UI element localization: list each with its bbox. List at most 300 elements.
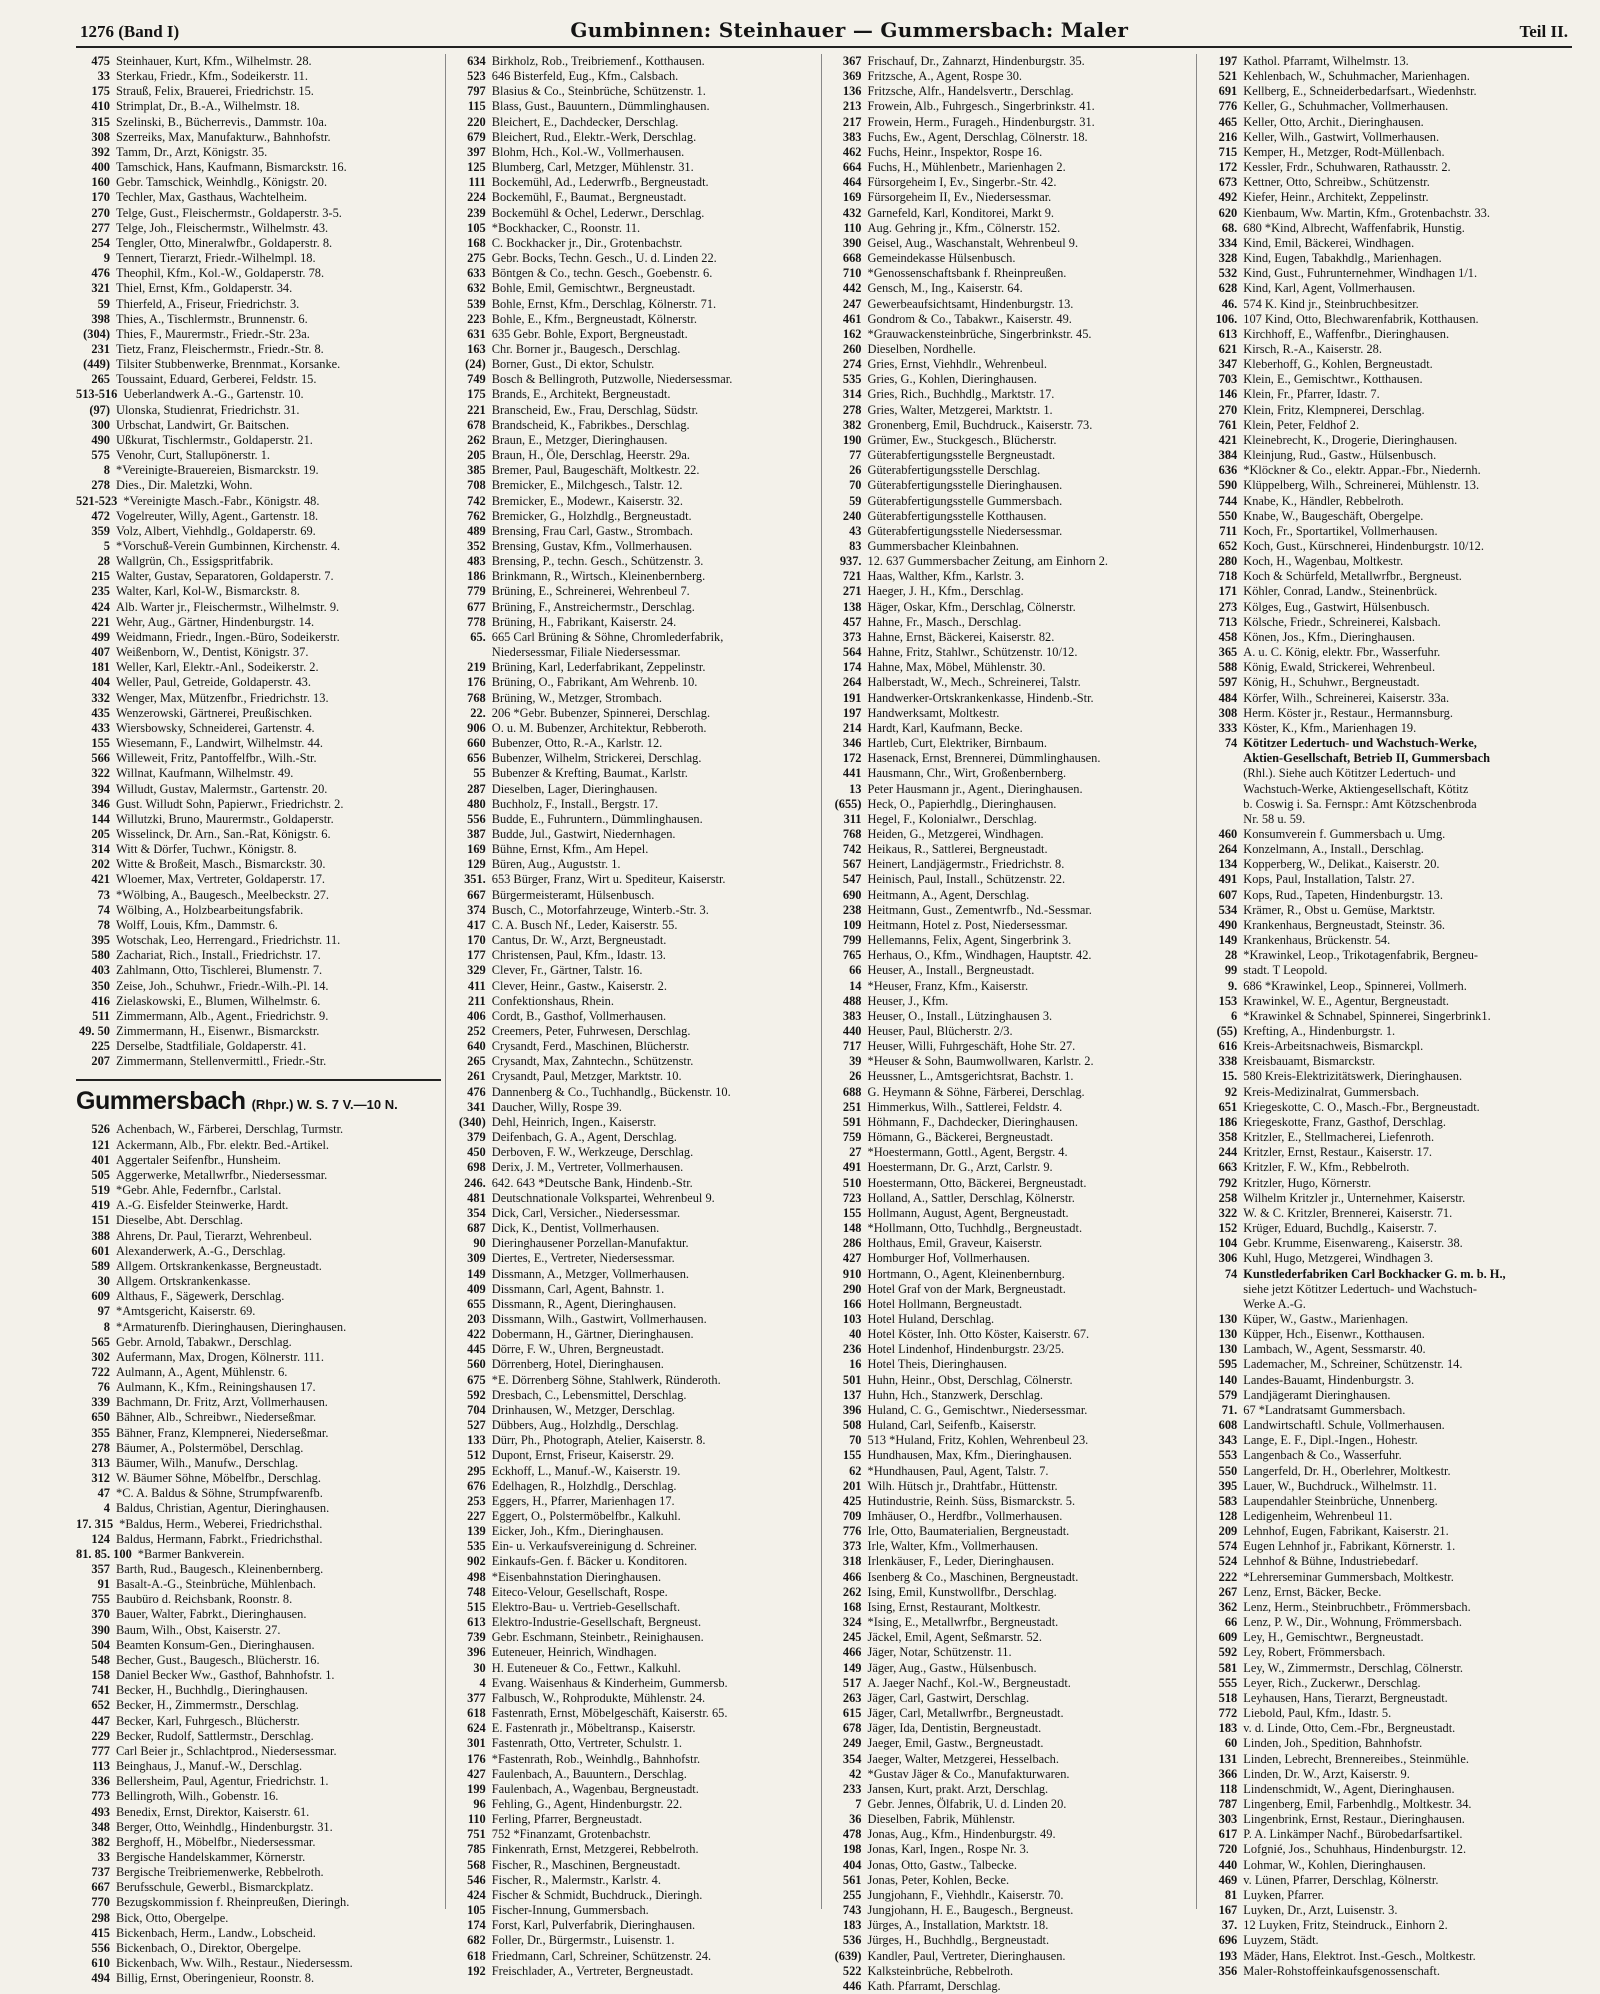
phone-number: (304) <box>83 326 110 341</box>
entry-text: Zeise, Joh., Schuhwr., Friedr.-Wilh.-Pl. 14. <box>116 978 329 993</box>
entry-text: Bühne, Ernst, Kfm., Am Hepel. <box>491 842 649 857</box>
directory-entry <box>828 994 1193 1009</box>
entry-text: Heuser, Willi, Fuhrgeschäft, Hohe Str. 27. <box>867 1039 1076 1054</box>
phone-number: 388 <box>91 1228 110 1243</box>
phone-number: 765 <box>842 948 862 963</box>
directory-entry <box>1203 342 1568 357</box>
phone-number: 628 <box>1218 281 1238 296</box>
phone-number: 469 <box>1218 1872 1238 1887</box>
entry-text: Lehnhof, Eugen, Fabrikant, Kaiserstr. 21. <box>1243 1524 1449 1539</box>
directory-entry <box>76 1395 441 1410</box>
directory-entry <box>1203 948 1568 963</box>
entry-text: Nr. 58 u. 59. <box>1243 811 1306 826</box>
entry-text: Diertes, E., Vertreter, Niedersessmar. <box>491 1251 675 1266</box>
entry-text: Brensing, Frau Carl, Gastw., Strombach. <box>491 523 693 538</box>
directory-entry <box>452 1539 817 1554</box>
phone-number: 433 <box>91 720 110 735</box>
directory-entry <box>76 903 441 918</box>
phone-number: 339 <box>91 1395 110 1410</box>
phone-number: 597 <box>1218 675 1238 690</box>
entry-text: Heussner, L., Amtsgerichtsrat, Bachstr. 1. <box>867 1069 1074 1084</box>
entry-text: Heuser, Paul, Blücherstr. 2/3. <box>867 1024 1013 1038</box>
entry-text: Heck, O., Papierhdlg., Dieringhausen. <box>867 796 1057 811</box>
phone-number: 99 <box>1224 963 1238 978</box>
phone-number: 691 <box>1218 84 1238 99</box>
phone-number: 505 <box>91 1167 110 1182</box>
entry-text: *Klöckner & Co., elektr. Appar.-Fbr., Niedernh. <box>1243 463 1481 478</box>
phone-number: 217 <box>842 114 862 129</box>
entry-text: Hahne, Fr., Masch., Derschlag. <box>867 614 1022 629</box>
entry-text: *Hollmann, Otto, Tuchhdlg., Bergneustadt. <box>867 1221 1083 1236</box>
entry-text: Frowein, Herm., Furagеh., Hindenburgstr. 31. <box>867 114 1095 129</box>
entry-text: Wachstuch-Werke, Aktiengesellschaft, Kötitz <box>1243 781 1469 796</box>
directory-entry <box>828 1645 1193 1660</box>
phone-number: 401 <box>91 1152 110 1167</box>
entry-text: Hahne, Ernst, Bäckerei, Kaiserstr. 82. <box>867 629 1055 644</box>
directory-entry <box>1203 190 1568 205</box>
phone-number: 224 <box>467 190 486 205</box>
entry-text: Althaus, F., Sägewerk, Derschlag. <box>116 1289 285 1304</box>
phone-number: 768 <box>842 826 862 841</box>
directory-entry <box>76 1289 441 1304</box>
phone-number: 440 <box>842 1024 862 1038</box>
entry-text: Brensing, P., techn. Gesch., Schützenstr. 3. <box>491 554 704 569</box>
phone-number: 214 <box>842 720 862 735</box>
directory-entry <box>76 1850 441 1865</box>
directory-entry <box>452 403 817 418</box>
entry-text: Landjägeramt Dieringhausen. <box>1243 1387 1391 1402</box>
phone-number: 97 <box>97 1304 110 1319</box>
entry-text: Crysandt, Ferd., Maschinen, Blücherstr. <box>491 1039 690 1054</box>
directory-entry <box>452 69 817 84</box>
entry-text: Faulenbach, A., Wagenbau, Bergneustadt. <box>491 1781 699 1796</box>
phone-number: 607 <box>1218 887 1238 902</box>
directory-entry <box>76 721 441 736</box>
directory-entry <box>1203 357 1568 372</box>
directory-entry <box>76 1532 441 1547</box>
directory-entry <box>828 1661 1193 1676</box>
directory-entry <box>828 1342 1193 1357</box>
entry-text: Gondrom & Co., Tabakwr., Kaiserstr. 49. <box>867 311 1072 326</box>
entry-text: Peter Hausmann jr., Agent., Dieringhausen. <box>867 781 1083 796</box>
entry-text: Güterabfertigungsstelle Derschlag. <box>867 463 1041 478</box>
phone-number: 28 <box>1224 948 1238 963</box>
entry-text: Christensen, Paul, Kfm., Idastr. 13. <box>491 948 666 963</box>
directory-entry <box>452 660 817 675</box>
phone-number: 373 <box>842 1539 862 1554</box>
directory-entry <box>76 433 441 448</box>
entry-text: Hortmann, O., Agent, Kleinenbernburg. <box>867 1266 1065 1281</box>
phone-number: 751 <box>467 1827 486 1842</box>
entry-text: Heinert, Landjägermstr., Friedrichstr. 8. <box>867 857 1065 872</box>
phone-number: 42 <box>849 1766 862 1781</box>
phone-number: 46. <box>1221 296 1238 311</box>
phone-number: 235 <box>91 584 110 599</box>
phone-number: 149 <box>467 1266 486 1281</box>
entry-text: Fritzsche, Alfr., Handelsvertr., Derschlag. <box>867 84 1074 99</box>
directory-entry <box>76 463 441 478</box>
entry-text: Brüning, H., Fabrikant, Kaiserstr. 24. <box>491 614 677 629</box>
directory-entry <box>452 1554 817 1569</box>
directory-entry <box>76 1774 441 1789</box>
directory-entry <box>828 251 1193 266</box>
phone-number: 83 <box>849 539 862 553</box>
phone-number: 106. <box>1215 311 1238 326</box>
entry-text: Jürges, H., Buchhdlg., Bergneustadt. <box>867 1933 1050 1948</box>
directory-entry <box>828 1903 1193 1918</box>
directory-entry <box>1203 1236 1568 1251</box>
entry-text: *C. A. Baldus & Söhne, Strumpfwarenfb. <box>116 1486 323 1501</box>
directory-entry <box>76 1153 441 1168</box>
directory-entry <box>1203 403 1568 418</box>
phone-number: 4 <box>103 1501 110 1516</box>
entry-text: Hausmann, Chr., Wirt, Großenbernberg. <box>867 766 1067 781</box>
phone-number: 634 <box>467 54 486 68</box>
directory-entry <box>1203 1615 1568 1630</box>
entry-text: Eugen Lehnhof jr., Fabrikant, Körnerstr. 1. <box>1243 1539 1456 1554</box>
directory-entry <box>452 372 817 387</box>
directory-entry <box>1203 221 1568 236</box>
entry-text: Eckhoff, L., Manuf.-W., Kaiserstr. 19. <box>491 1463 681 1478</box>
phone-number: 9. <box>1227 978 1238 993</box>
phone-number: 33 <box>97 1849 110 1864</box>
directory-entry <box>452 1236 817 1251</box>
directory-entry <box>828 1873 1193 1888</box>
phone-number: 591 <box>842 1114 862 1129</box>
directory-entry <box>452 99 817 114</box>
entry-text: Kind, Karl, Agent, Vollmerhausen. <box>1243 281 1416 296</box>
phone-number: 377 <box>467 1690 486 1705</box>
directory-entry <box>1203 1464 1568 1479</box>
directory-entry <box>76 342 441 357</box>
directory-entry <box>452 918 817 933</box>
phone-number: 263 <box>842 1690 862 1705</box>
directory-entry <box>76 554 441 569</box>
entry-text: Güterabfertigungsstelle Dieringhausen. <box>867 478 1063 493</box>
directory-entry <box>452 1615 817 1630</box>
directory-entry <box>1203 1221 1568 1236</box>
entry-text: Frowein, Alb., Fuhrgesch., Singerbrinkstr. 41. <box>867 99 1095 114</box>
directory-entry <box>452 1827 817 1842</box>
entry-text: Weller, Paul, Getreide, Goldaperstr. 43. <box>116 675 311 690</box>
entry-text: Jaeger, Walter, Metzgerei, Hesselbach. <box>867 1751 1059 1766</box>
directory-entry <box>1203 766 1568 781</box>
directory-entry <box>1203 827 1568 842</box>
entry-text: *Hoestermann, Gottl., Agent, Bergstr. 4. <box>867 1145 1068 1160</box>
entry-text: *Amtsgericht, Kaiserstr. 69. <box>116 1304 256 1319</box>
entry-text: Güterabfertigungsstelle Kotthausen. <box>867 508 1047 523</box>
directory-entry <box>452 1418 817 1433</box>
phone-number: 617 <box>1218 1827 1238 1842</box>
phone-number: 678 <box>842 1721 862 1736</box>
phone-number: 9 <box>103 251 110 266</box>
entry-text: Bauer, Walter, Fabrkt., Dieringhausen. <box>116 1607 307 1622</box>
directory-column-2 <box>452 54 822 1978</box>
phone-number: 247 <box>842 296 862 311</box>
phone-number: 153 <box>1218 993 1238 1008</box>
directory-entry <box>76 54 441 69</box>
phone-number: 245 <box>842 1630 862 1645</box>
entry-text: Lenz, Herm., Steinbruchbetr., Frömmersbach. <box>1243 1599 1471 1614</box>
phone-number: 312 <box>91 1471 110 1486</box>
directory-entry <box>828 827 1193 842</box>
phone-number: 406 <box>467 1008 486 1023</box>
entry-text: *Bockhacker, C., Roonstr. 11. <box>491 220 641 235</box>
phone-number: 447 <box>91 1713 110 1728</box>
entry-text: 67 *Landratsamt Gummersbach. <box>1243 1402 1406 1417</box>
directory-entry <box>828 615 1193 630</box>
entry-text: Luyken, Pfarrer. <box>1243 1887 1325 1902</box>
entry-text: Finkenrath, Ernst, Metzgerei, Rebbelroth. <box>491 1842 699 1857</box>
directory-entry <box>828 1767 1193 1782</box>
entry-text: Hotel Lindenhof, Hindenburgstr. 23/25. <box>867 1342 1065 1357</box>
entry-text: Szerreiks, Max, Manufakturw., Bahnhofstr. <box>116 129 331 144</box>
phone-number: 466 <box>842 1645 862 1660</box>
entry-text: Kuhl, Hugo, Metzgerei, Windhagen 3. <box>1243 1251 1434 1266</box>
entry-text: Foller, Dr., Bürgermstr., Luisenstr. 1. <box>491 1933 675 1948</box>
phone-number: 567 <box>842 857 862 872</box>
entry-text: *Ising, E., Metallwrfbr., Bergneustadt. <box>867 1615 1059 1630</box>
directory-entry <box>1203 1145 1568 1160</box>
entry-text: Heuser, A., Install., Bergneustadt. <box>867 963 1035 978</box>
phone-number: 465 <box>1218 114 1238 129</box>
phone-number: 229 <box>91 1728 110 1743</box>
directory-entry <box>452 1267 817 1282</box>
directory-entry <box>828 888 1193 903</box>
phone-number: 655 <box>467 1296 486 1311</box>
phone-number: 160 <box>91 175 110 190</box>
entry-text: Kessler, Frdr., Schuhwaren, Rathausstr. 2. <box>1243 160 1451 175</box>
phone-number: 687 <box>467 1221 486 1236</box>
directory-entry <box>1203 1661 1568 1676</box>
entry-text: Hotel Hollmann, Bergneustadt. <box>867 1296 1023 1311</box>
directory-entry <box>1203 1403 1568 1418</box>
directory-entry <box>1203 1448 1568 1463</box>
directory-entry <box>76 1426 441 1441</box>
directory-entry <box>1203 1357 1568 1372</box>
directory-entry <box>452 857 817 872</box>
directory-entry <box>828 145 1193 160</box>
directory-entry <box>828 1115 1193 1130</box>
entry-text: Daucher, Willy, Rospe 39. <box>491 1099 622 1114</box>
phone-number: 556 <box>91 1940 110 1955</box>
directory-entry <box>76 1024 441 1039</box>
entry-text: *Hundhausen, Paul, Agent, Talstr. 7. <box>867 1463 1049 1478</box>
phone-number: 181 <box>91 660 110 675</box>
directory-entry <box>828 1100 1193 1115</box>
entry-text: Brands, E., Architekt, Bergneustadt. <box>491 387 671 402</box>
entry-text: Weißenborn, W., Dentist, Königstr. 37. <box>116 645 309 660</box>
phone-number: 445 <box>467 1342 486 1357</box>
directory-entry <box>76 933 441 948</box>
entry-text: Kops, Rud., Tapeten, Hindenburgstr. 13. <box>1243 887 1443 902</box>
directory-entry <box>828 1267 1193 1282</box>
entry-text: Venohr, Curt, Stallupönerstr. 1. <box>116 448 271 463</box>
directory-entry <box>1203 842 1568 857</box>
phone-number: 799 <box>842 933 862 948</box>
entry-text: Fürsorgeheim II, Ev., Niedersessmar. <box>867 190 1052 205</box>
directory-entry <box>828 221 1193 236</box>
directory-entry <box>452 1903 817 1918</box>
directory-entry <box>828 1251 1193 1266</box>
entry-text: 635 Gebr. Bohle, Export, Bergneustadt. <box>491 326 688 341</box>
entry-text: Fastenrath, Ernst, Möbelgeschäft, Kaiserstr. 65. <box>491 1706 728 1721</box>
phone-number: 197 <box>842 705 862 720</box>
entry-text: Klein, Fr., Pfarrer, Idastr. 7. <box>1243 387 1380 402</box>
phone-number: 652 <box>1218 539 1238 553</box>
phone-number: 382 <box>842 417 862 432</box>
phone-number: 27 <box>849 1145 862 1160</box>
directory-entry <box>828 1206 1193 1221</box>
directory-entry <box>828 1448 1193 1463</box>
phone-number: 354 <box>842 1751 862 1766</box>
directory-entry <box>76 615 441 630</box>
phone-number: 174 <box>842 660 862 675</box>
directory-entry <box>452 115 817 130</box>
entry-text: Hömann, G., Bäckerei, Bergneustadt. <box>867 1130 1054 1145</box>
entry-text: Brensing, Gustav, Kfm., Vollmerhausen. <box>491 539 693 553</box>
directory-entry <box>76 645 441 660</box>
directory-entry <box>452 994 817 1009</box>
directory-entry <box>828 963 1193 978</box>
entry-text: *Krawinkel, Leop., Trikotagenfabrik, Bergneu- <box>1243 948 1479 963</box>
entry-text: Lange, E. F., Dipl.-Ingen., Hohestr. <box>1243 1433 1418 1448</box>
phone-number: 313 <box>91 1455 110 1470</box>
entry-text: Jäger, Carl, Metallwrfbr., Bergneustadt. <box>867 1706 1064 1721</box>
directory-entry <box>828 706 1193 721</box>
entry-text: Bohle, Emil, Gemischtwr., Bergneustadt. <box>491 281 696 296</box>
entry-text: Urbschat, Landwirt, Gr. Baitschen. <box>116 417 290 432</box>
directory-entry <box>452 1645 817 1660</box>
entry-text: Geisel, Aug., Waschanstalt, Wehrenbeul 9. <box>867 235 1079 250</box>
phone-number: 768 <box>467 690 486 705</box>
entry-text: Zimmermann, H., Eisenwr., Bismarckstr. <box>116 1024 320 1038</box>
directory-entry <box>828 1403 1193 1418</box>
phone-number: 152 <box>1218 1221 1238 1236</box>
directory-entry <box>76 1138 441 1153</box>
directory-entry <box>76 539 441 554</box>
entry-text: Becker, H., Zimmermstr., Derschlag. <box>116 1698 299 1713</box>
phone-number: 718 <box>1218 569 1238 584</box>
entry-text: König, Ewald, Strickerei, Wehrenbeul. <box>1243 660 1436 675</box>
directory-entry <box>828 327 1193 342</box>
entry-text: Wisselinck, Dr. Arn., San.-Rat, Königstr. 6. <box>116 826 331 841</box>
directory-entry <box>828 1039 1193 1054</box>
entry-text: Bremicker, E., Milchgesch., Talstr. 12. <box>491 478 683 493</box>
entry-text: Tamm, Dr., Arzt, Königstr. 35. <box>116 144 268 159</box>
directory-entry <box>76 1941 441 1956</box>
directory-entry <box>1203 251 1568 266</box>
phone-number: 773 <box>91 1789 110 1804</box>
directory-entry <box>1203 494 1568 509</box>
entry-text: Berger, Otto, Weinhdlg., Hindenburgstr. 31. <box>116 1819 333 1834</box>
directory-entry <box>828 1721 1193 1736</box>
entry-text: Gewerbeaufsichtsamt, Hindenburgstr. 13. <box>867 296 1074 311</box>
phone-number: 704 <box>467 1402 486 1417</box>
entry-text: Brandscheid, K., Fabrikbes., Derschlag. <box>491 417 690 432</box>
directory-entry <box>1203 660 1568 675</box>
phone-number: 618 <box>467 1948 486 1963</box>
entry-text: Busch, C., Motorfahrzeuge, Winterb.-Str. 3. <box>491 902 709 917</box>
directory-entry <box>1203 448 1568 463</box>
phone-number: 121 <box>91 1137 110 1152</box>
entry-text: Linden, Dr. W., Arzt, Kaiserstr. 9. <box>1243 1766 1410 1781</box>
entry-text: Dobermann, H., Gärtner, Dieringhausen. <box>491 1327 694 1342</box>
directory-entry <box>452 236 817 251</box>
phone-number: 636 <box>1218 463 1238 478</box>
phone-number: 739 <box>467 1630 486 1645</box>
entry-text: Imhäuser, O., Herdfbr., Vollmerhausen. <box>867 1509 1063 1523</box>
directory-entry <box>1203 539 1568 554</box>
directory-entry <box>1203 1630 1568 1645</box>
directory-entry <box>1203 933 1568 948</box>
entry-text: Dannenberg & Co., Tuchhandlg., Bückenstr. 10. <box>491 1084 731 1099</box>
directory-entry <box>1203 675 1568 690</box>
phone-number: 14 <box>849 978 862 993</box>
directory-entry <box>828 266 1193 281</box>
directory-entry <box>828 1160 1193 1175</box>
entry-text: Thies, A., Tischlermstr., Brunnenstr. 6. <box>116 311 308 326</box>
directory-entry <box>1203 1676 1568 1691</box>
entry-text: Holthaus, Emil, Graveur, Kaiserstr. <box>867 1236 1043 1251</box>
entry-text: Dieselbe, Abt. Derschlag. <box>116 1213 243 1228</box>
entry-text: Heitmann, Gust., Zementwrfb., Nd.-Sessmar. <box>867 902 1092 917</box>
directory-entry <box>1203 478 1568 493</box>
phone-number: 383 <box>842 1008 862 1023</box>
directory-entry <box>828 190 1193 205</box>
directory-entry <box>1203 1706 1568 1721</box>
directory-entry <box>828 54 1193 69</box>
directory-entry <box>1203 1479 1568 1494</box>
phone-number: 385 <box>467 463 486 478</box>
phone-number: 15. <box>1221 1069 1238 1084</box>
phone-number: 30 <box>473 1660 486 1675</box>
directory-entry <box>1203 433 1568 448</box>
directory-entry <box>828 1327 1193 1342</box>
entry-text: Landwirtschaftl. Schule, Vollmerhausen. <box>1243 1418 1445 1433</box>
entry-text: Ley, H., Gemischtwr., Bergneustadt. <box>1243 1630 1424 1645</box>
directory-entry <box>76 1759 441 1774</box>
phone-number: 481 <box>467 1190 486 1205</box>
entry-text: Mäder, Hans, Elektrot. Inst.-Gesch., Moltkestr. <box>1243 1948 1476 1963</box>
phone-number: 720 <box>1218 1842 1238 1857</box>
directory-entry <box>828 1221 1193 1236</box>
entry-text: Koch, Fr., Sportartikel, Vollmerhausen. <box>1243 523 1438 538</box>
entry-text: Walter, Karl, Kol-W., Bismarckstr. 8. <box>116 584 300 599</box>
entry-text: Ising, Emil, Kunstwollfbr., Derschlag. <box>867 1584 1057 1599</box>
phone-number: 609 <box>1218 1630 1238 1645</box>
entry-text: Höhmann, F., Dachdecker, Dieringhausen. <box>867 1114 1078 1129</box>
directory-entry <box>1203 509 1568 524</box>
entry-text: Lohmar, W., Kohlen, Dieringhausen. <box>1243 1857 1426 1872</box>
phone-number: 322 <box>91 766 110 781</box>
phone-number: 527 <box>467 1418 486 1433</box>
phone-number: 110 <box>467 1812 486 1827</box>
directory-entry <box>1203 524 1568 539</box>
phone-number: 592 <box>467 1387 486 1402</box>
directory-entry <box>452 251 817 266</box>
phone-number: 588 <box>1218 660 1238 675</box>
phone-number: 96 <box>473 1796 486 1811</box>
directory-entry <box>452 1888 817 1903</box>
directory-entry <box>1203 721 1568 736</box>
phone-number: 347 <box>1218 357 1238 372</box>
phone-number: 792 <box>1218 1175 1238 1190</box>
directory-column-3 <box>828 54 1198 1993</box>
directory-entry <box>76 675 441 690</box>
entry-text: Gemeindekasse Hülsenbusch. <box>867 251 1016 266</box>
entry-text: Krawinkel, W. E., Agentur, Bergneustadt. <box>1243 993 1450 1008</box>
